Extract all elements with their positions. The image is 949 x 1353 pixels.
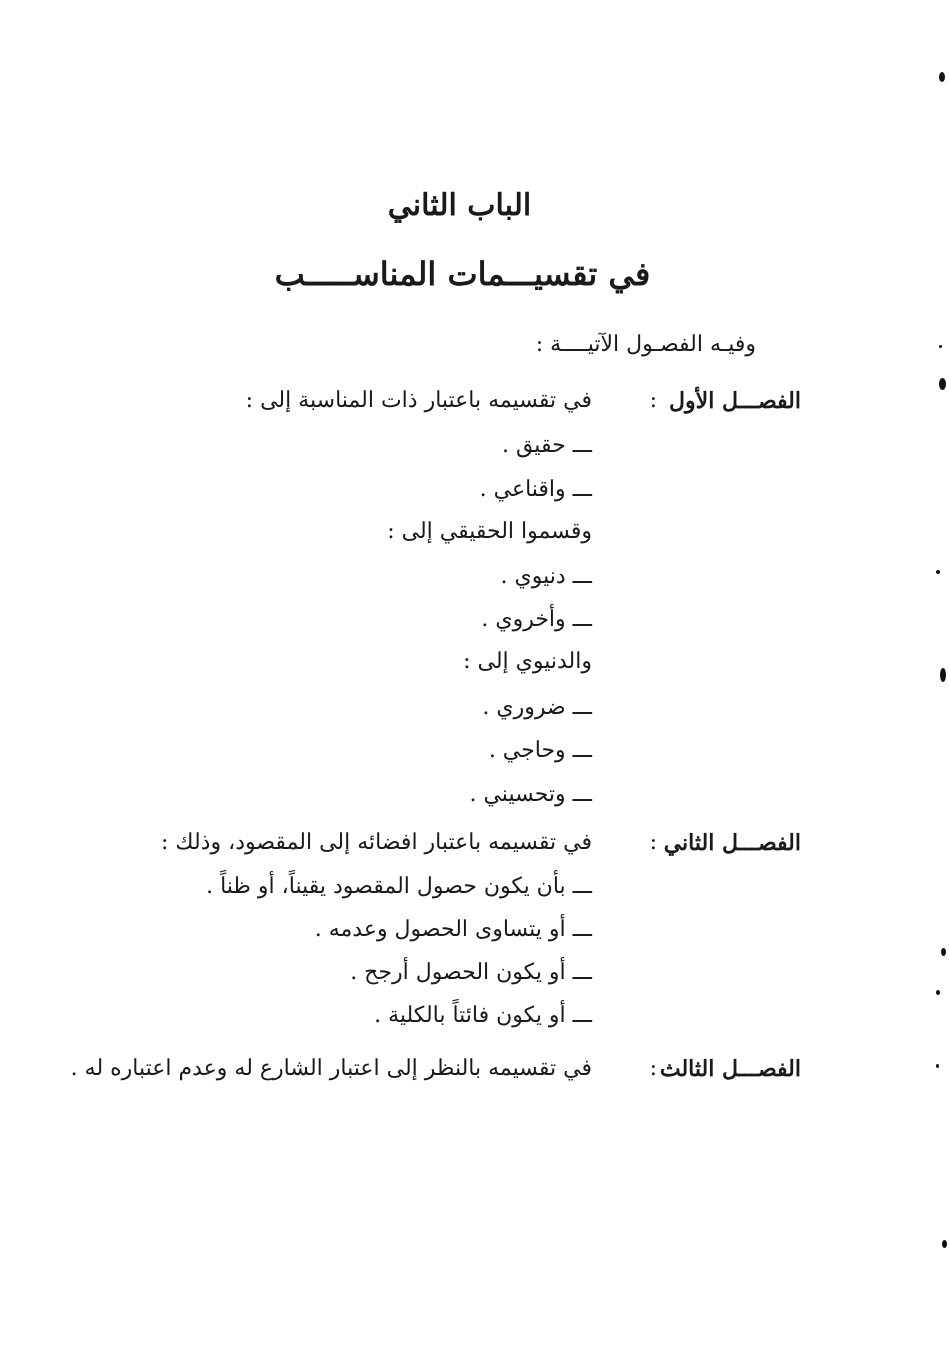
section-1-label: الفصـــل الأول [669,388,801,414]
section-1-item: ـــ ضروري . [482,695,592,720]
section-3-label: الفصـــل الثالث [659,1056,801,1082]
section-2-item: ـــ أو يكون الحصول أرجح . [350,960,592,985]
section-1-item: ـــ وحاجي . [488,738,592,763]
scan-mark [940,668,946,682]
section-1-item: ـــ حقيق . [501,433,592,458]
section-3-description: في تقسيمه بالنظر إلى اعتبار الشارع له وعدم اعتباره له . [70,1056,592,1081]
section-1-item: ـــ وأخروي . [481,607,592,632]
scan-mark [936,570,940,574]
section-1-item: وقسموا الحقيقي إلى : [387,519,592,544]
scan-mark [941,948,946,956]
scan-mark [936,990,940,995]
section-1-item: والدنيوي إلى : [463,649,592,674]
intro-line: وفيـه الفصـول الآتيــــة : [535,332,756,357]
scan-mark [939,72,945,82]
chapter-title: الباب الثاني [387,188,532,223]
chapter-subtitle: في تقسيـــمات المناســـــب [274,255,651,293]
section-1-item: ـــ وتحسيني . [469,782,592,807]
section-2-item: ـــ بأن يكون حصول المقصود يقيناً، أو ظناً . [206,874,592,899]
scan-mark [939,345,942,348]
section-3-colon: : [649,1056,657,1081]
section-2-label: الفصـــل الثاني [663,830,801,856]
scan-mark [939,378,946,390]
scan-mark [942,1240,947,1248]
section-1-item: ـــ واقناعي . [479,477,592,502]
section-2-description: في تقسيمه باعتبار افضائه إلى المقصود، وذلك : [161,830,592,855]
scan-mark [936,1064,939,1068]
section-2-colon: : [649,830,657,855]
section-1-colon: : [649,388,657,413]
section-1-item: ـــ دنيوي . [500,564,592,589]
section-2-item: ـــ أو يكون فائتاً بالكلية . [374,1003,592,1028]
section-1-description: في تقسيمه باعتبار ذات المناسبة إلى : [245,388,592,413]
section-2-item: ـــ أو يتساوى الحصول وعدمه . [314,917,592,942]
